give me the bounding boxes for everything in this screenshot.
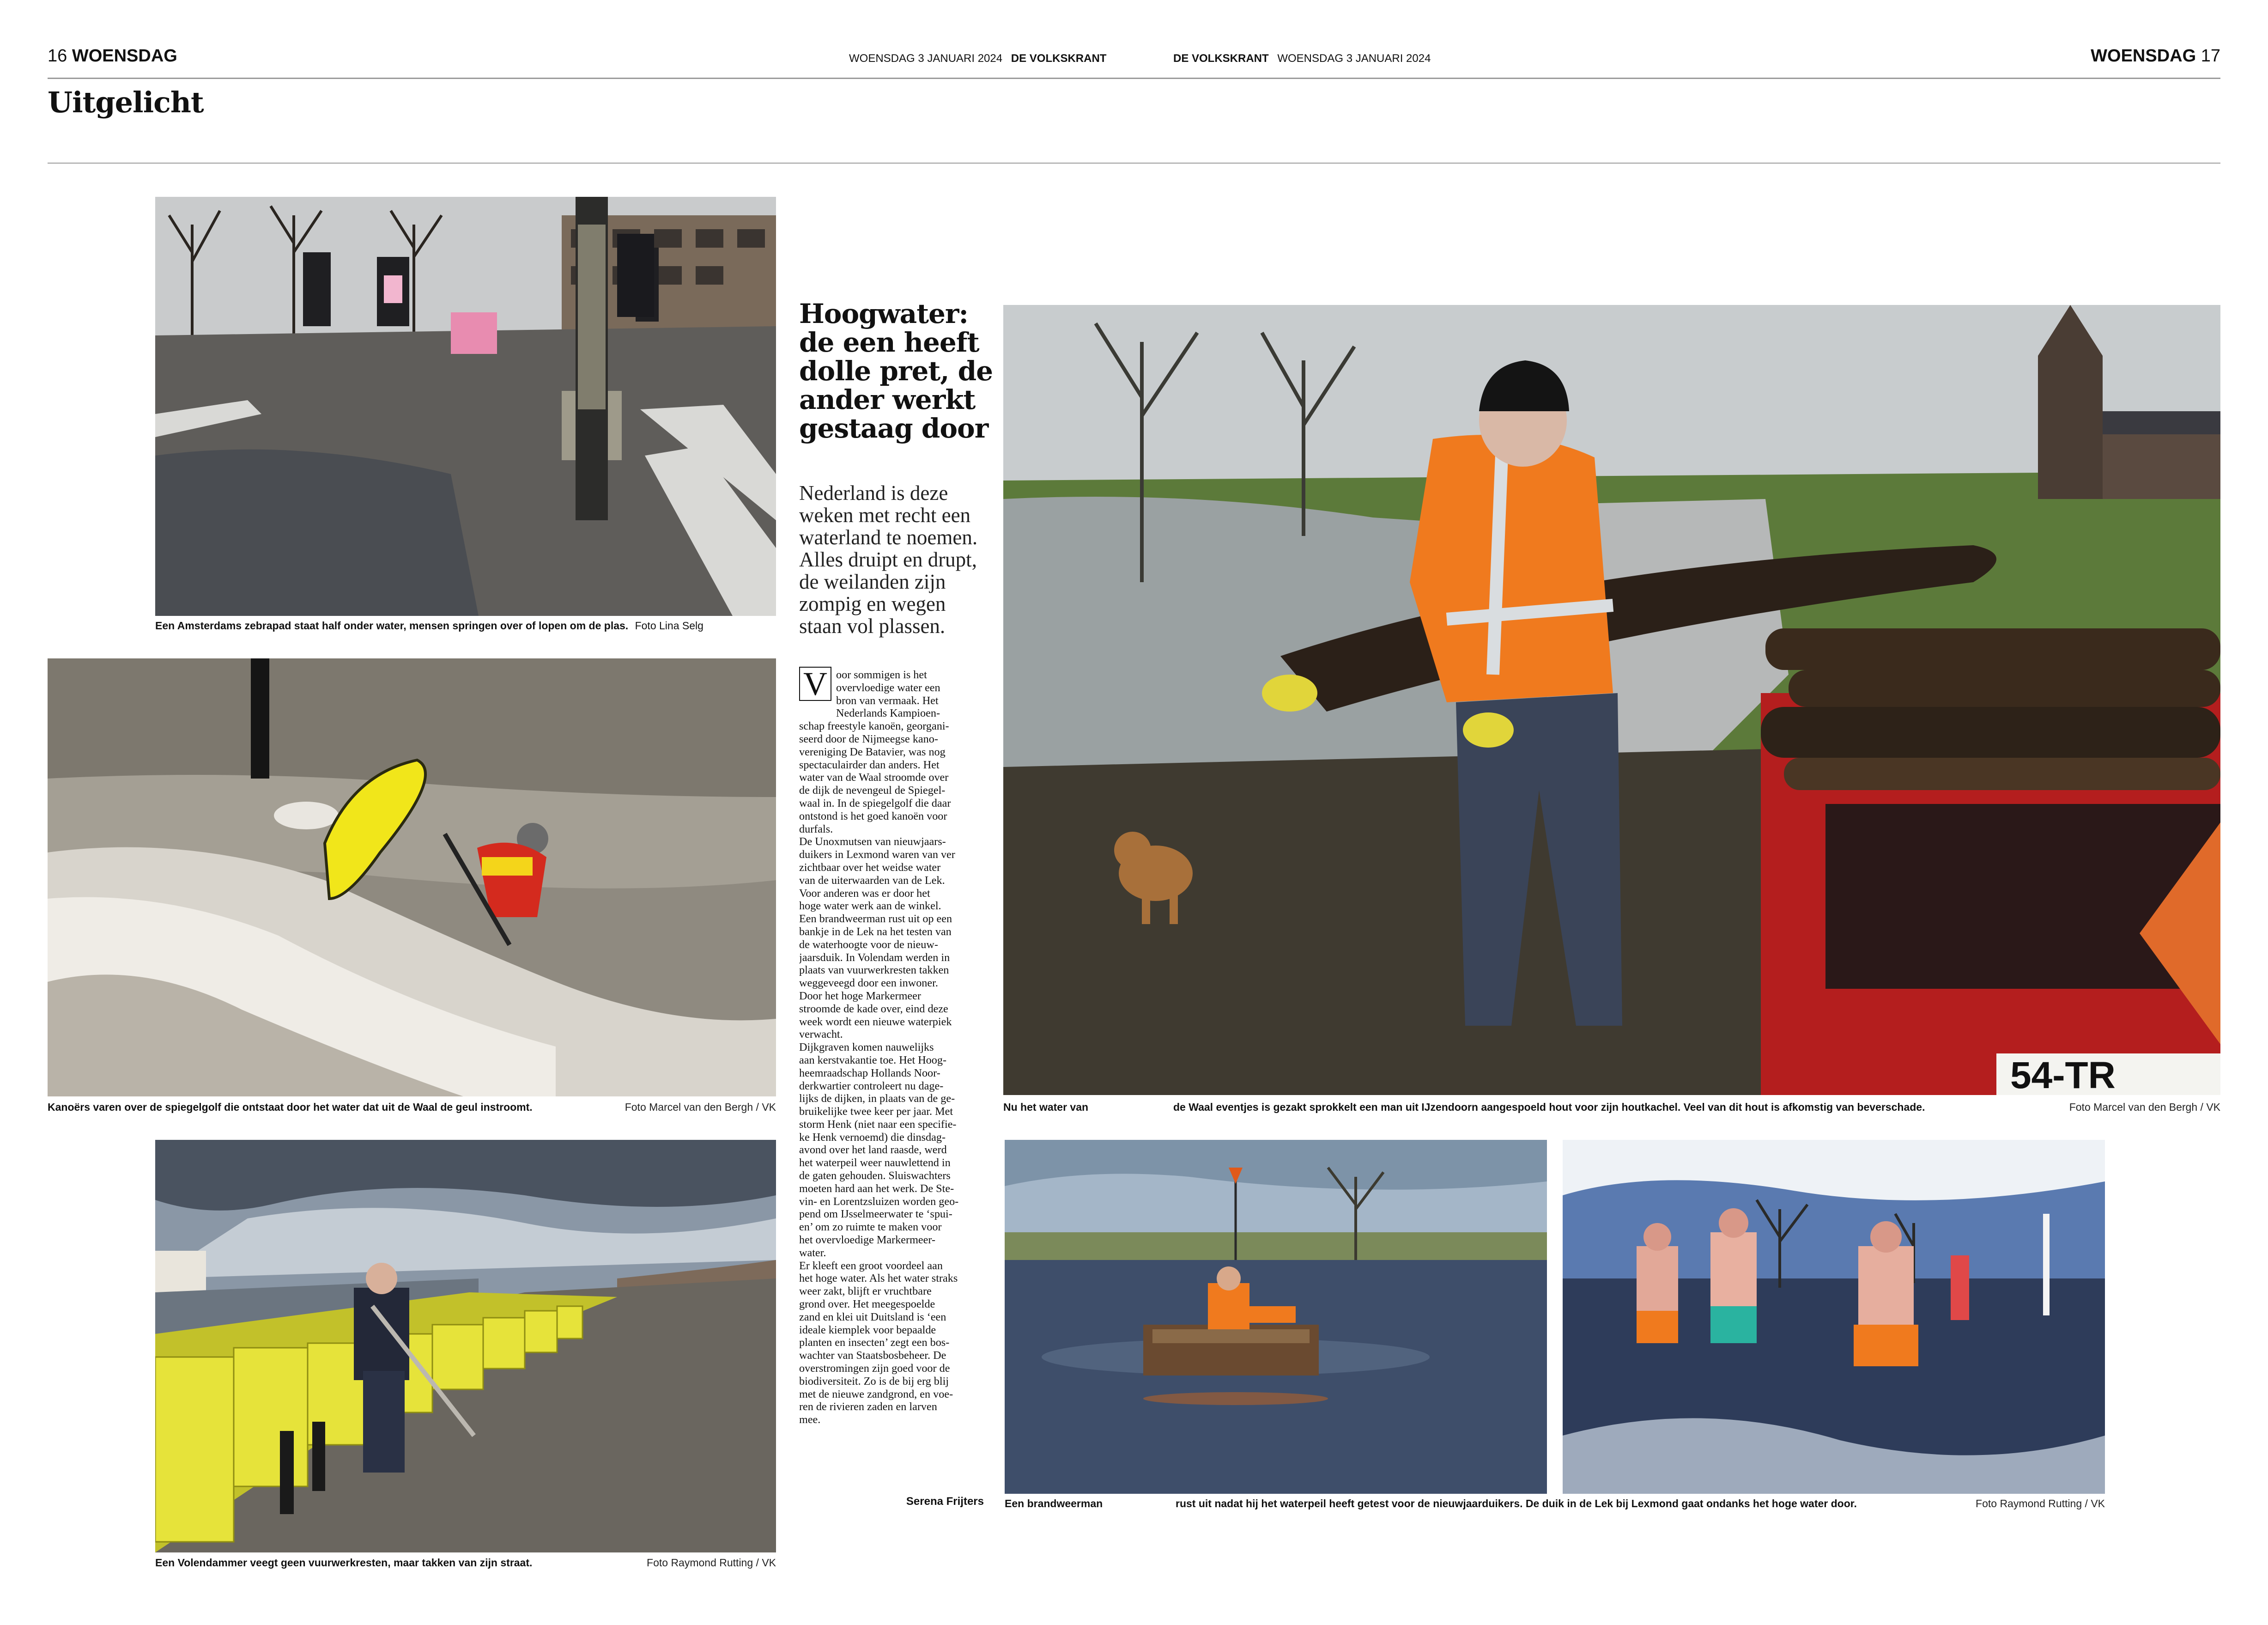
body-line: weer zakt, blijft er vruchtbare [799, 1285, 932, 1298]
left-page-number: 16 [48, 46, 67, 66]
body-line: pend om IJsselmeerwater te ‘spui- [799, 1208, 952, 1221]
section-rule [48, 163, 2220, 164]
right-page-header [2091, 46, 2220, 66]
body-line: lijks de dijken, in plaats van de ge- [799, 1092, 955, 1105]
body-line: waal in. In de spiegelgolf die daar [799, 797, 951, 809]
volendam-photo [155, 1140, 776, 1552]
lede-line: waterland te noemen. [799, 526, 978, 549]
body-line: Door het hoge Markermeer [799, 989, 921, 1002]
volendam-caption-line [155, 1556, 776, 1569]
body-line: week wordt een nieuwe waterpiek [799, 1015, 952, 1028]
body-line: avond over het land raasde, werd [799, 1144, 947, 1156]
lede-line: weken met recht een [799, 504, 971, 527]
body-line: mee. [799, 1413, 821, 1426]
lede-line: Nederland is deze [799, 481, 948, 505]
headline-line: Hoogwater: [799, 298, 968, 329]
zebra-caption-line [155, 619, 776, 632]
body-line: vereniging De Batavier, was nog [799, 745, 946, 758]
body-line: Een brandweerman rust uit op een [799, 913, 952, 925]
left-center-paper: DE VOLKSKRANT [1011, 52, 1107, 65]
body-line: hoge water werk aan de winkel. [799, 900, 941, 913]
swim-caption-a: Een brandweerman [1005, 1497, 1103, 1509]
swim-caption-b: rust uit nadat hij het waterpeil heeft getest voor de nieuwjaarduikers. De duik in de Lek bij Lexmond gaat ondanks het hoge water door. [1176, 1497, 1857, 1509]
kayak-credit: Foto Marcel van den Bergh / VK [625, 1101, 776, 1113]
body-line: schap freestyle kanoën, georgani- [799, 720, 949, 733]
body-line: De Unoxmutsen van nieuwjaars- [799, 835, 946, 848]
fireman-bench-photo [1005, 1140, 1547, 1494]
body-line: Nederlands Kampioen- [836, 707, 940, 720]
body-line: bruikelijke twee keer per jaar. Met [799, 1105, 953, 1118]
lede-line: Alles druipt en drupt, [799, 548, 977, 571]
headline-line: dolle pret, de [799, 355, 993, 387]
kayak-caption-line [48, 1101, 776, 1114]
body-line: grond over. Het meegespoelde [799, 1298, 935, 1311]
kayak-caption: Kanoërs varen over de spiegelgolf die ontstaat door het water dat uit de Waal de geul instroomt. [48, 1101, 533, 1113]
body-line: het waterpeil weer nauwlettend in [799, 1156, 951, 1169]
left-center-date: WOENSDAG 3 JANUARI 2024 [849, 52, 1003, 65]
body-line: van de uiterwaarden van de Lek. [799, 874, 945, 887]
body-line: seerd door de Nijmeegse kano- [799, 732, 938, 745]
volendam-credit: Foto Raymond Rutting / VK [647, 1557, 776, 1569]
zebra-crossing-photo [155, 197, 776, 616]
header-rule [48, 78, 2220, 79]
wood-caption-b: de Waal eventjes is gezakt sprokkelt een man uit IJzendoorn aangespoeld hout voor zijn houtkachel. Veel van dit hout is afkomstig van beverschade. [1173, 1101, 1925, 1113]
body-line: storm Henk (niet naar een specifie- [799, 1118, 957, 1131]
article-lede [799, 482, 1007, 637]
right-center-paper: DE VOLKSKRANT [1173, 52, 1269, 65]
body-line: zichtbaar over het weidse water [799, 861, 941, 874]
volendam-caption: Een Volendammer veegt geen vuurwerkresten, maar takken van zijn straat. [155, 1557, 533, 1569]
body-line: verwacht. [799, 1028, 843, 1041]
left-center-header [849, 52, 1106, 65]
new-year-dive-photo [1563, 1140, 2105, 1494]
article-dropcap: V [799, 667, 831, 701]
body-line: vin- en Lorentzsluizen worden geo- [799, 1195, 959, 1208]
body-line: bron van vermaak. Het [836, 694, 939, 707]
body-line: Voor anderen was er door het [799, 887, 930, 900]
trailer-plate: 54-TR [2010, 1054, 2116, 1095]
body-line: ke Henk vernoemd) die dinsdag- [799, 1131, 946, 1144]
article-byline: Serena Frijters [906, 1495, 984, 1508]
body-line: Er kleeft een groot voordeel aan [799, 1259, 943, 1272]
body-line: met de nieuwe zandgrond, en voe- [799, 1388, 953, 1400]
body-line: oor sommigen is het [836, 669, 927, 681]
lede-line: de weilanden zijn [799, 570, 946, 593]
wood-caption-line [1003, 1101, 2220, 1114]
right-center-date: WOENSDAG 3 JANUARI 2024 [1277, 52, 1431, 65]
body-line: ren de rivieren zaden en larven [799, 1400, 937, 1413]
body-line: zand en klei uit Duitsland is ‘een [799, 1310, 946, 1323]
body-line: durfals. [799, 822, 833, 835]
right-center-header [1173, 52, 1431, 65]
right-page-day: WOENSDAG [2091, 46, 2196, 66]
body-line: duikers in Lexmond waren van ver [799, 848, 955, 861]
body-line: biodiversiteit. Zo is de bij erg blij [799, 1375, 949, 1388]
headline-line: de een heeft [799, 327, 979, 358]
body-line: derkwartier controleert nu dage- [799, 1079, 944, 1092]
body-line: het hoge water. Als het water straks [799, 1272, 958, 1285]
body-line: wachter van Staatsbosbeheer. De [799, 1349, 946, 1362]
body-line: bankje in de Lek na het testen van [799, 925, 952, 938]
body-line: overvloedige water een [836, 681, 940, 694]
kayak-photo [48, 658, 776, 1096]
body-line: plaats van vuurwerkresten takken [799, 964, 949, 977]
left-page-day: WOENSDAG [72, 46, 177, 66]
body-line: moeten hard aan het werk. De Ste- [799, 1182, 954, 1195]
section-title: Uitgelicht [48, 85, 204, 119]
body-line: ontstond is het goed kanoën voor [799, 809, 947, 822]
right-page-number: 17 [2201, 46, 2220, 66]
body-line: spectaculairder dan anders. Het [799, 758, 940, 771]
article-body [799, 669, 984, 1426]
body-line: jaarsduik. In Volendam werden in [799, 951, 950, 964]
left-page-header [48, 46, 177, 66]
lede-line: staan vol plassen. [799, 615, 946, 638]
zebra-credit: Foto Lina Selg [635, 620, 703, 632]
body-line: Dijkgraven komen nauwelijks [799, 1041, 934, 1054]
body-line: de dijk de nevengeul de Spiegel- [799, 784, 946, 797]
body-line: stroomde de kade over, eind deze [799, 1002, 948, 1015]
body-line: heemraadschap Hollands Noor- [799, 1066, 940, 1079]
body-line: planten en insecten’ zegt een bos- [799, 1336, 950, 1349]
body-line: weggeveegd door een inwoner. [799, 977, 938, 990]
body-line: ideale kiemplek voor bepaalde [799, 1323, 936, 1336]
body-line: het overvloedige Markermeer- [799, 1234, 935, 1247]
body-line: water van de Waal stroomde over [799, 771, 949, 784]
headline-line: ander werkt [799, 384, 976, 415]
zebra-caption: Een Amsterdams zebrapad staat half onder water, mensen springen over of lopen om de plas. [155, 620, 629, 632]
body-line: en’ om zo ruimte te maken voor [799, 1221, 942, 1234]
lede-line: zompig en wegen [799, 592, 946, 615]
wood-credit: Foto Marcel van den Bergh / VK [2069, 1101, 2220, 1113]
headline-line: gestaag door [799, 413, 988, 444]
wood-caption-a: Nu het water van [1003, 1101, 1089, 1113]
body-line: aan kerstvakantie toe. Het Hoog- [799, 1053, 947, 1066]
article-headline [799, 299, 993, 443]
body-line: overstromingen zijn goed voor de [799, 1362, 950, 1375]
body-line: de waterhoogte voor de nieuw- [799, 938, 938, 951]
body-line: de gaten gehouden. Sluiswachters [799, 1169, 951, 1182]
swim-credit: Foto Raymond Rutting / VK [1976, 1497, 2105, 1509]
body-line: water. [799, 1246, 826, 1259]
wood-gathering-photo [1003, 305, 2220, 1095]
swim-caption-line [1005, 1497, 2105, 1510]
